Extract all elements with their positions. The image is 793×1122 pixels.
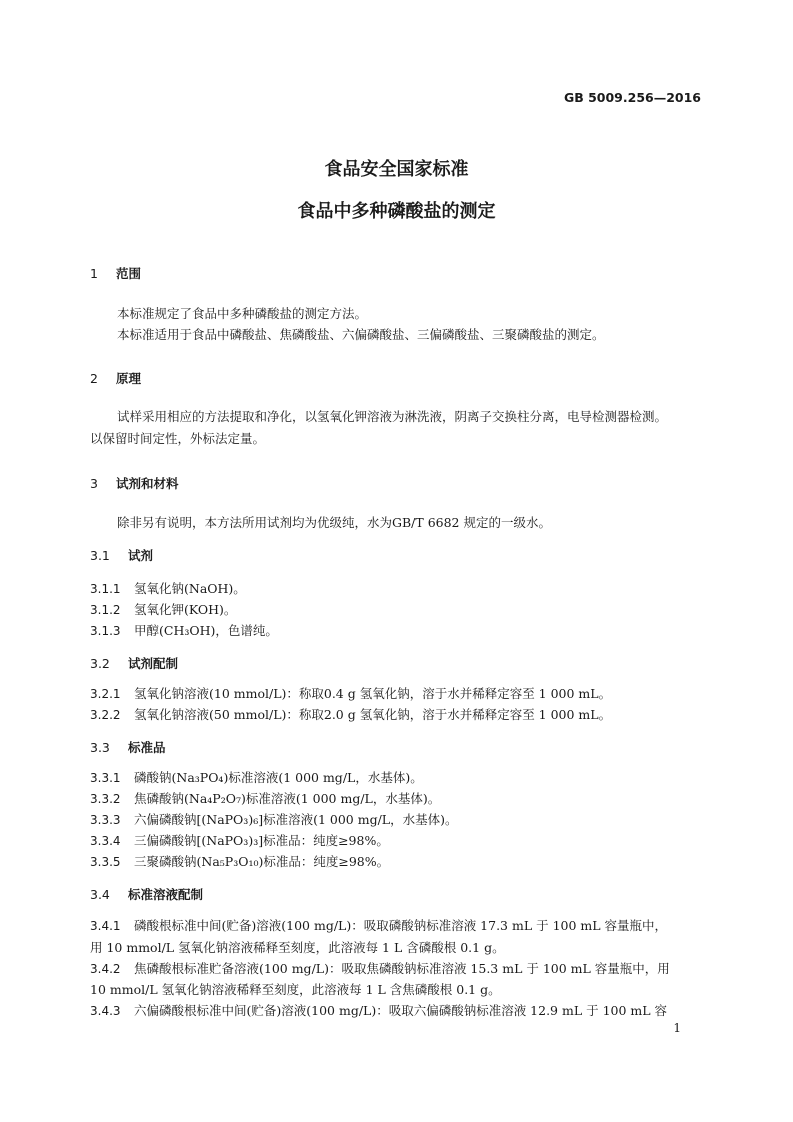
item-text: 磷酸根标准中间(贮备)溶液(100 mg/L)：吸取磷酸钠标准溶液 17.3 mL 于 100 mL 容量瓶中，: [134, 918, 668, 933]
list-item: [90, 915, 710, 937]
item-text: 甲醇(CH₃OH)，色谱纯。: [134, 623, 278, 638]
section-title: 试剂和材料: [115, 476, 179, 491]
subsection-3-1-heading: [90, 546, 153, 564]
item-number: 3.2.2: [90, 708, 121, 722]
section-1-heading: [90, 264, 141, 282]
page-number: 1: [673, 1021, 681, 1035]
paragraph: 10 mmol/L 氢氧化钠溶液稀释至刻度，此溶液每 1 L 含焦磷酸根 0.1 g。: [90, 982, 501, 997]
item-number: 3.4.2: [90, 962, 121, 976]
list-item: [90, 1000, 710, 1022]
standard-code: GB 5009.256—2016: [563, 90, 701, 105]
item-number: 3.4.1: [90, 919, 121, 933]
list-item: [90, 767, 710, 789]
subsection-number: 3.3: [90, 740, 110, 755]
item-number: 3.3.2: [90, 792, 121, 806]
subsection-title: 试剂配制: [127, 656, 178, 671]
subsection-3-4-heading: [90, 885, 203, 903]
list-item: [90, 599, 710, 621]
subsection-number: 3.2: [90, 656, 110, 671]
item-number: 3.3.3: [90, 813, 121, 827]
item-number: 3.1.1: [90, 582, 121, 596]
item-text: 三聚磷酸钠(Na₅P₃O₁₀)标准品：纯度≥98%。: [134, 854, 390, 869]
subsection-3-3-heading: [90, 738, 166, 756]
subsection-3-2-heading: [90, 654, 178, 672]
list-item: [90, 809, 710, 831]
item-number: 3.1.3: [90, 624, 121, 638]
section-3-heading: [90, 474, 179, 492]
paragraph: 除非另有说明，本方法所用试剂均为优级纯，水为GB/T 6682 规定的一级水。: [117, 515, 551, 530]
item-number: 3.3.5: [90, 855, 121, 869]
list-item: [90, 578, 710, 600]
subsection-title: 试剂: [127, 548, 153, 563]
paragraph: 以保留时间定性，外标法定量。: [90, 431, 266, 446]
item-text: 磷酸钠(Na₃PO₄)标准溶液(1 000 mg/L，水基体)。: [134, 770, 423, 785]
paragraph: 本标准规定了食品中多种磷酸盐的测定方法。: [117, 306, 368, 321]
list-item: [90, 830, 710, 852]
list-item: [90, 851, 710, 873]
subsection-number: 3.1: [90, 548, 110, 563]
list-item: [90, 958, 710, 980]
section-2-heading: [90, 369, 141, 387]
item-text: 氢氧化钠(NaOH)。: [134, 581, 246, 596]
item-number: 3.4.3: [90, 1004, 121, 1018]
subsection-title: 标准品: [127, 740, 166, 755]
title-line-1: 食品安全国家标准: [324, 159, 469, 180]
item-number: 3.2.1: [90, 687, 121, 701]
list-item: [90, 788, 710, 810]
section-number: 2: [90, 371, 98, 386]
subsection-title: 标准溶液配制: [127, 887, 203, 902]
item-text: 焦磷酸钠(Na₄P₂O₇)标准溶液(1 000 mg/L，水基体)。: [134, 791, 441, 806]
list-item: [90, 704, 710, 726]
title-line-2: 食品中多种磷酸盐的测定: [297, 201, 496, 222]
item-text: 氢氧化钠溶液(50 mmol/L)：称取2.0 g 氢氧化钠，溶于水并稀释定容至 1 000 mL。: [134, 707, 612, 722]
paragraph: 试样采用相应的方法提取和净化，以氢氧化钾溶液为淋洗液，阴离子交换柱分离，电导检测器检测。: [117, 409, 668, 424]
section-number: 3: [90, 476, 98, 491]
paragraph: 本标准适用于食品中磷酸盐、焦磷酸盐、六偏磷酸盐、三偏磷酸盐、三聚磷酸盐的测定。: [117, 327, 605, 342]
subsection-number: 3.4: [90, 887, 110, 902]
item-text: 氢氧化钠溶液(10 mmol/L)：称取0.4 g 氢氧化钠，溶于水并稀释定容至 1 000 mL。: [134, 686, 612, 701]
item-text: 氢氧化钾(KOH)。: [134, 602, 237, 617]
item-text: 三偏磷酸钠[(NaPO₃)₃]标准品：纯度≥98%。: [134, 833, 389, 848]
section-title: 范围: [115, 266, 141, 281]
item-text: 六偏磷酸钠[(NaPO₃)₆]标准溶液(1 000 mg/L，水基体)。: [134, 812, 458, 827]
list-item: [90, 683, 710, 705]
paragraph: 用 10 mmol/L 氢氧化钠溶液稀释至刻度，此溶液每 1 L 含磷酸根 0.1 g。: [90, 940, 505, 955]
section-title: 原理: [115, 371, 141, 386]
item-number: 3.1.2: [90, 603, 121, 617]
item-number: 3.3.1: [90, 771, 121, 785]
section-number: 1: [90, 266, 98, 281]
list-item: [90, 620, 710, 642]
item-text: 六偏磷酸根标准中间(贮备)溶液(100 mg/L)：吸取六偏磷酸钠标准溶液 12.9 mL 于 100 mL 容: [134, 1003, 668, 1018]
item-number: 3.3.4: [90, 834, 121, 848]
item-text: 焦磷酸根标准贮备溶液(100 mg/L)：吸取焦磷酸钠标准溶液 15.3 mL 于 100 mL 容量瓶中，用: [134, 961, 670, 976]
